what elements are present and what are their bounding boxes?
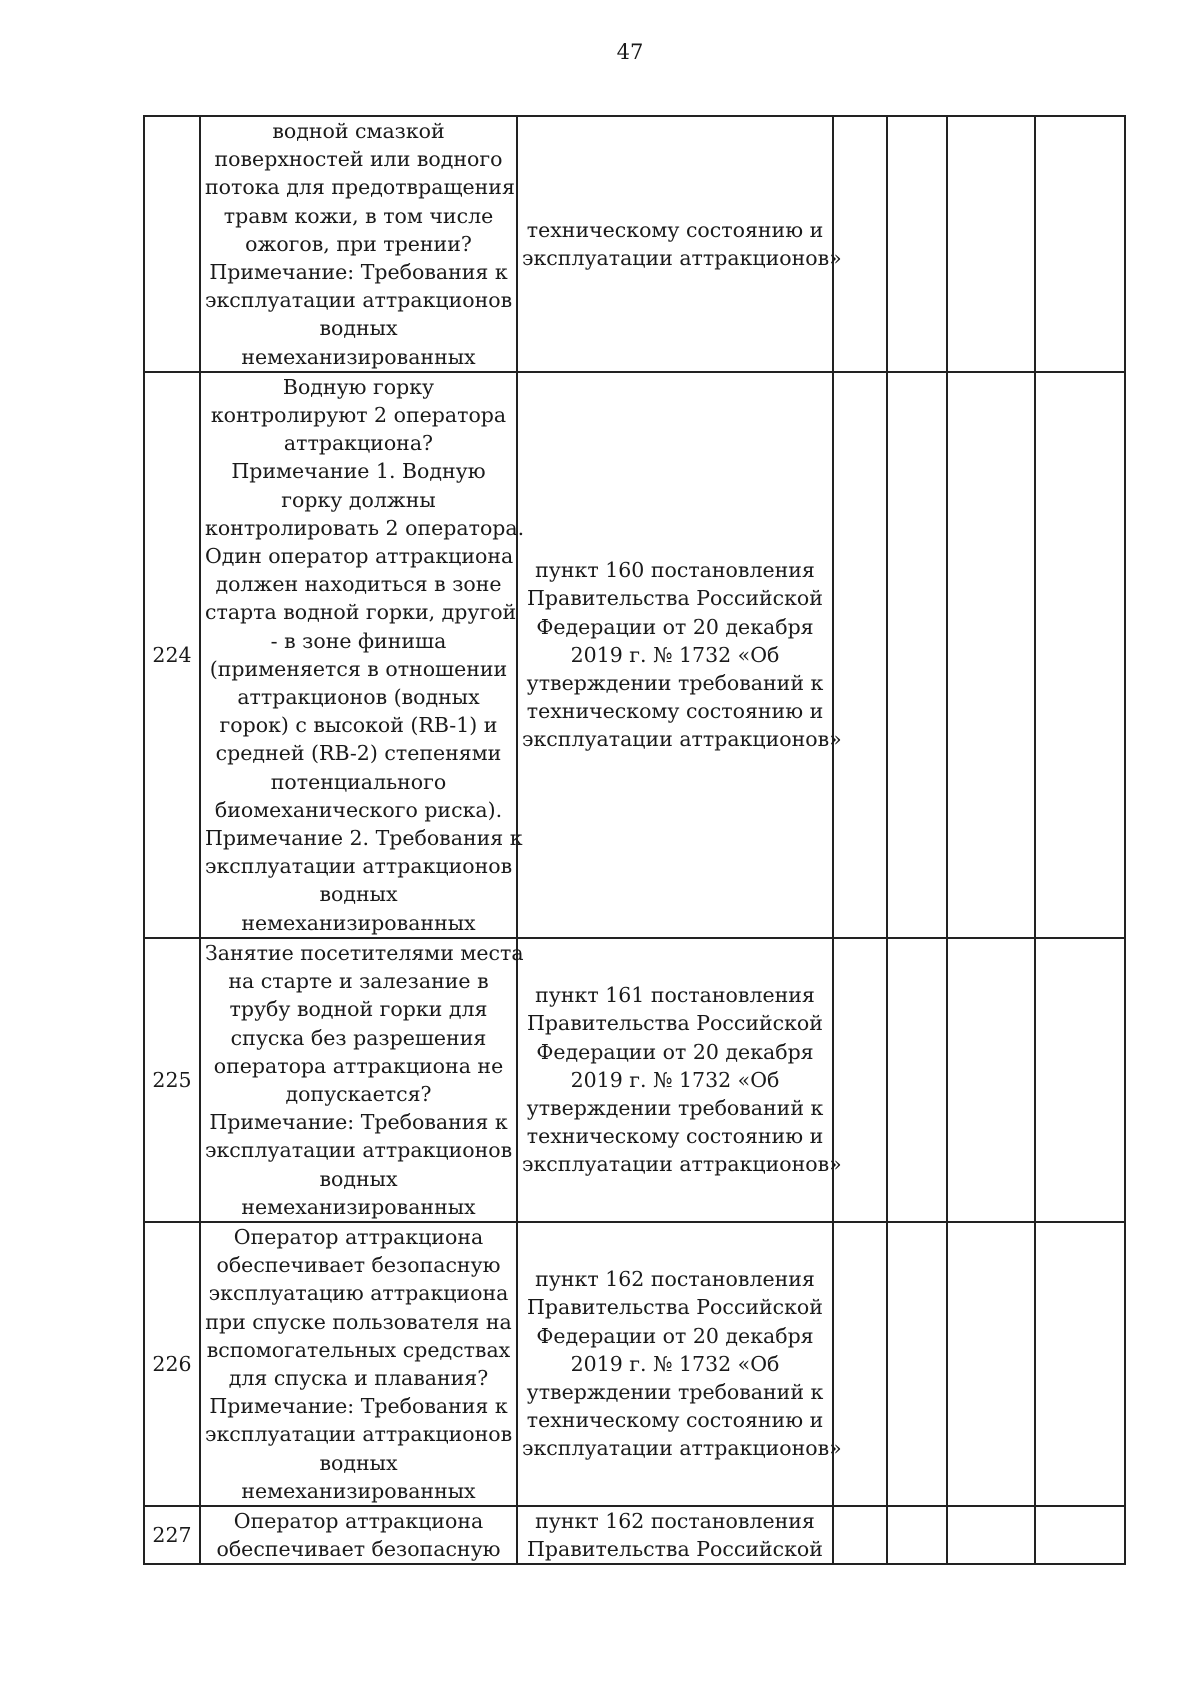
reference-line: утверждении требований к — [526, 1096, 824, 1120]
reference-line: Федерации от 20 декабря — [536, 1039, 814, 1064]
comment-cell — [1035, 372, 1125, 938]
reference-line: техническому состоянию и — [526, 1408, 824, 1433]
reference-line: Федерации от 20 декабря — [536, 1323, 814, 1348]
reference-line: Правительства Российской — [527, 586, 823, 611]
question-line: горок) с высокой (RB-1) и — [219, 713, 498, 738]
question-line: горку должны — [281, 487, 436, 512]
question-line: вспомогательных средствах — [206, 1337, 511, 1362]
question-line: Примечание 2. Требования к — [205, 826, 523, 851]
question-line: при спуске пользователя на — [205, 1309, 512, 1334]
reference-line: пункт 162 постановления — [535, 1508, 815, 1533]
question-line: ожогов, при трении? — [245, 231, 472, 256]
reference-line: эксплуатации аттракционов» — [522, 245, 842, 270]
reference-line: Федерации от 20 декабря — [536, 614, 814, 639]
item-number-cell: 226 — [144, 1222, 200, 1506]
checklist-table — [143, 115, 1126, 1565]
question-line: спуска без разрешения — [230, 1025, 487, 1050]
question-line: Один оператор аттракциона — [205, 544, 514, 569]
question-line: Оператор аттракциона — [233, 1508, 484, 1533]
reference-cell — [517, 938, 842, 1222]
table-row — [144, 1506, 1125, 1564]
question-line: - в зоне финиша — [270, 628, 447, 653]
answer-yes-cell — [833, 372, 887, 938]
item-number-cell: 224 — [144, 372, 200, 938]
not-applicable-cell — [947, 372, 1035, 938]
answer-no-cell — [887, 1506, 947, 1564]
reference-line: эксплуатации аттракционов» — [522, 1152, 842, 1177]
not-applicable-cell — [947, 1222, 1035, 1506]
question-line: эксплуатацию аттракциона — [208, 1281, 509, 1306]
reference-line: техническому состоянию и — [526, 217, 824, 242]
reference-line: эксплуатации аттракционов» — [522, 1436, 842, 1461]
page-number: 47 — [616, 40, 644, 64]
reference-line: эксплуатации аттракционов» — [522, 727, 842, 752]
item-number-cell — [144, 116, 200, 372]
question-line: аттракционов (водных — [237, 685, 480, 710]
reference-line: пункт 162 постановления — [535, 1267, 815, 1292]
reference-line: техническому состоянию и — [526, 699, 824, 724]
answer-no-cell — [887, 1222, 947, 1506]
answer-no-cell — [887, 938, 947, 1222]
answer-no-cell — [887, 372, 947, 938]
answer-yes-cell — [833, 1506, 887, 1564]
question-line: немеханизированных — [241, 910, 476, 935]
question-line: Примечание 1. Водную — [231, 459, 486, 484]
question-line: эксплуатации аттракционов — [205, 854, 513, 879]
table-row — [144, 116, 1125, 372]
question-line: эксплуатации аттракционов — [205, 1138, 513, 1163]
reference-line: 2019 г. № 1732 «Об — [570, 1351, 780, 1376]
question-cell — [200, 1222, 517, 1506]
question-line: трубу водной горки для — [229, 997, 488, 1022]
question-line: должен находиться в зоне — [215, 572, 502, 597]
question-line: обеспечивает безопасную — [216, 1253, 501, 1278]
comment-cell — [1035, 1506, 1125, 1564]
table-row — [144, 372, 1125, 938]
question-line: средней (RB-2) степенями — [215, 741, 502, 766]
question-line: Оператор аттракциона — [233, 1224, 484, 1249]
reference-cell — [517, 372, 842, 938]
question-line: допускается? — [285, 1081, 432, 1106]
reference-line: Правительства Российской — [527, 1537, 823, 1562]
table-body — [144, 116, 1125, 1564]
question-cell — [200, 938, 524, 1222]
question-line: контролировать 2 оператора. — [205, 515, 525, 540]
answer-yes-cell — [833, 1222, 887, 1506]
question-line: немеханизированных — [241, 1478, 476, 1503]
reference-line: пункт 160 постановления — [535, 558, 815, 583]
reference-line: утверждении требований к — [526, 1380, 824, 1405]
question-line: немеханизированных — [241, 344, 476, 369]
question-line: на старте и залезание в — [228, 969, 489, 994]
reference-cell — [517, 1506, 833, 1564]
question-line: Примечание: Требования к — [209, 1394, 508, 1419]
comment-cell — [1035, 938, 1125, 1222]
comment-cell — [1035, 1222, 1125, 1506]
answer-yes-cell — [833, 938, 887, 1222]
reference-line: 2019 г. № 1732 «Об — [570, 642, 780, 667]
question-line: водной смазкой — [272, 119, 445, 143]
not-applicable-cell — [947, 938, 1035, 1222]
question-line: биомеханического риска). — [214, 797, 503, 822]
comment-cell — [1035, 116, 1125, 372]
question-line: потока для предотвращения — [205, 175, 515, 200]
reference-line: Правительства Российской — [527, 1295, 823, 1320]
question-line: эксплуатации аттракционов — [205, 1422, 513, 1447]
question-line: поверхностей или водного — [214, 147, 503, 172]
answer-no-cell — [887, 116, 947, 372]
question-cell — [200, 116, 517, 372]
question-line: травм кожи, в том числе — [223, 203, 494, 228]
reference-line: пункт 161 постановления — [535, 983, 815, 1008]
table-row — [144, 1222, 1125, 1506]
reference-line: техническому состоянию и — [526, 1124, 824, 1149]
question-cell — [200, 372, 525, 938]
reference-line: утверждении требований к — [526, 670, 824, 695]
reference-cell — [517, 116, 842, 372]
question-line: водных — [319, 1450, 398, 1475]
reference-line: Правительства Российской — [527, 1011, 823, 1036]
question-line: Примечание: Требования к — [209, 1110, 508, 1135]
question-line: водных — [319, 316, 398, 341]
question-line: потенциального — [270, 769, 447, 794]
question-line: для спуска и плавания? — [228, 1365, 489, 1390]
question-line: обеспечивает безопасную — [216, 1537, 501, 1562]
question-line: водных — [319, 1166, 398, 1191]
table-row — [144, 938, 1125, 1222]
question-line: эксплуатации аттракционов — [205, 288, 513, 313]
question-line: аттракциона? — [283, 431, 434, 456]
item-number-cell: 227 — [144, 1506, 200, 1564]
not-applicable-cell — [947, 1506, 1035, 1564]
question-line: Примечание: Требования к — [209, 260, 508, 285]
not-applicable-cell — [947, 116, 1035, 372]
question-line: немеханизированных — [241, 1194, 476, 1219]
question-line: старта водной горки, другой — [205, 600, 517, 625]
question-line: водных — [319, 882, 398, 907]
question-cell — [200, 1506, 517, 1564]
question-line: Занятие посетителями места — [205, 940, 524, 965]
reference-line: 2019 г. № 1732 «Об — [570, 1067, 780, 1092]
question-line: Водную горку — [282, 374, 435, 399]
item-number-cell: 225 — [144, 938, 200, 1222]
question-line: оператора аттракциона не — [213, 1053, 504, 1078]
reference-cell — [517, 1222, 842, 1506]
answer-yes-cell — [833, 116, 887, 372]
question-line: контролируют 2 оператора — [210, 403, 507, 428]
question-line: (применяется в отношении — [209, 656, 508, 681]
